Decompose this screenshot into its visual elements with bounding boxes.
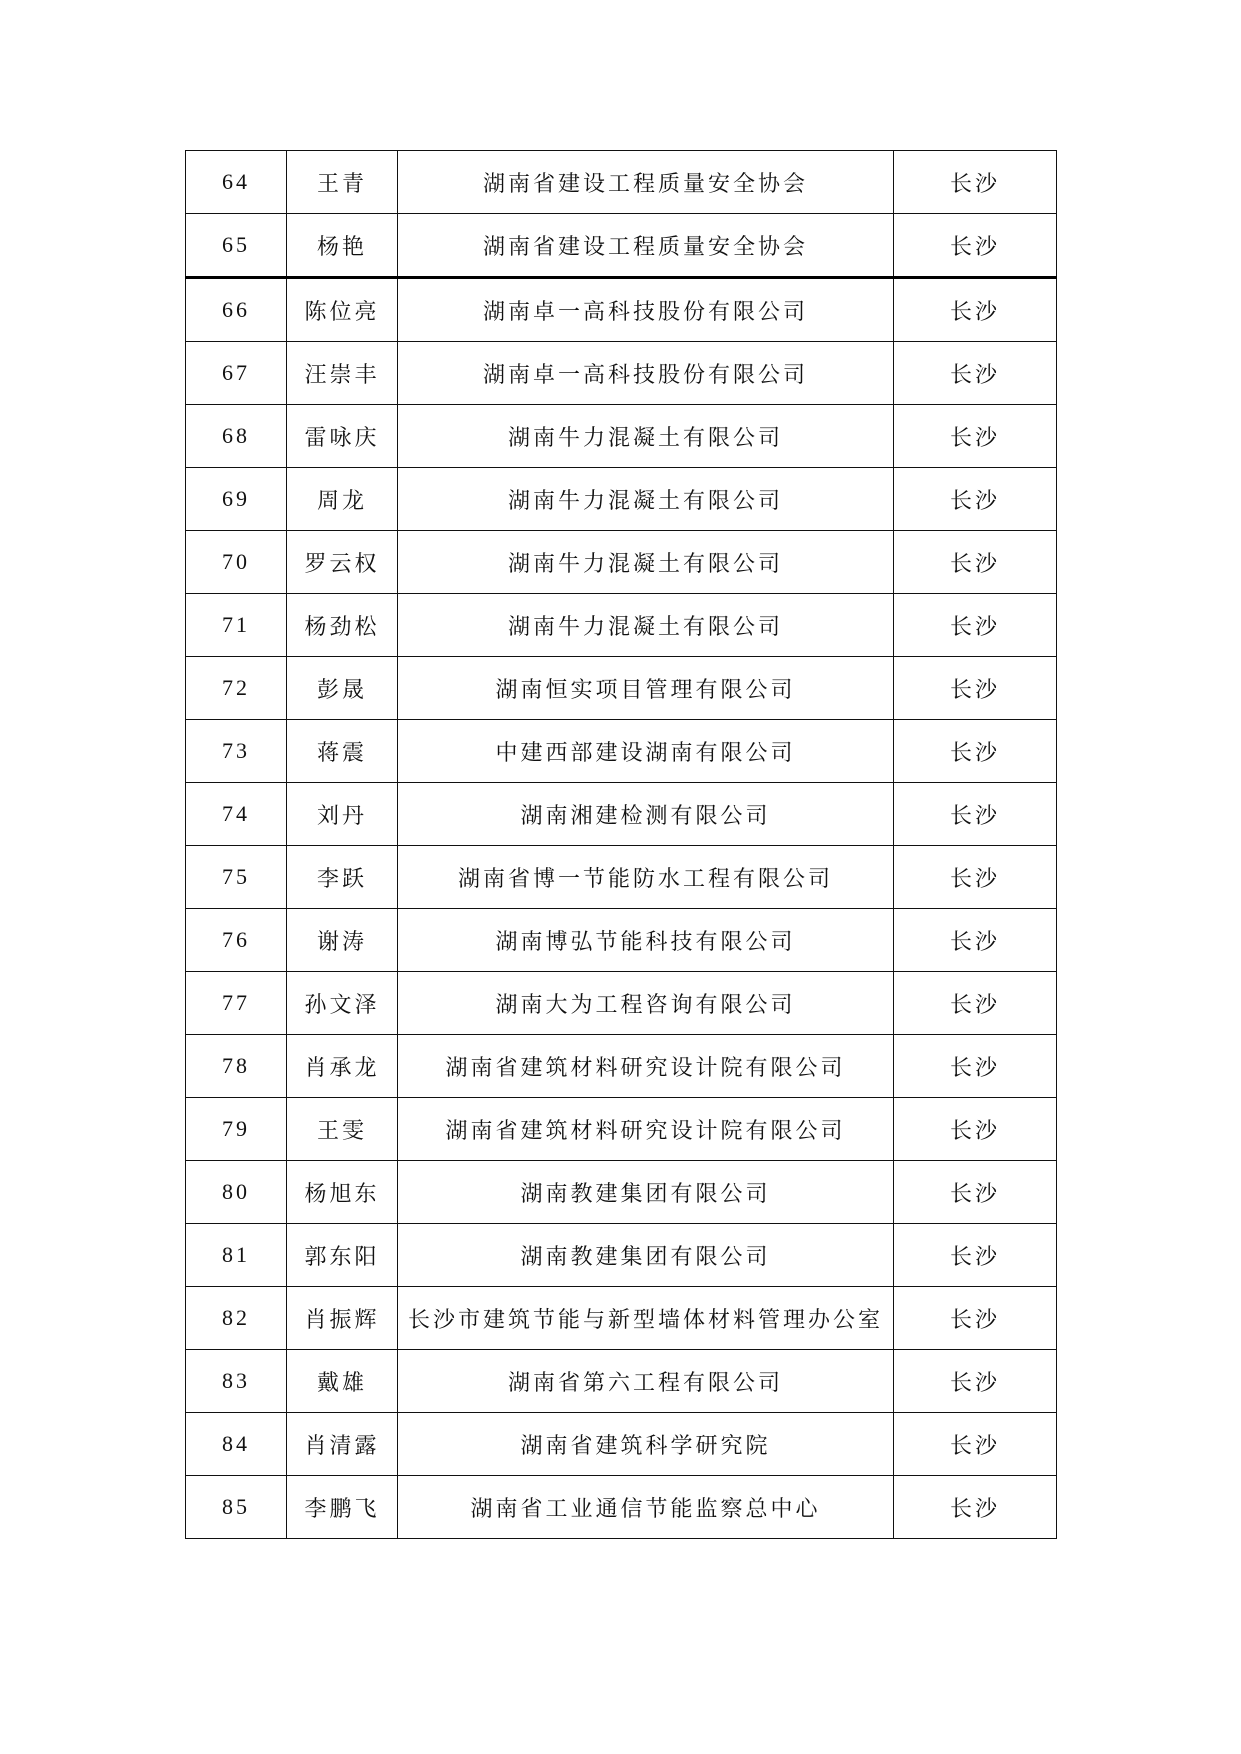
city-cell: 长沙 xyxy=(894,657,1057,720)
row-number-cell: 78 xyxy=(186,1035,287,1098)
row-number-cell: 69 xyxy=(186,468,287,531)
row-number-cell: 70 xyxy=(186,531,287,594)
organization-cell: 湖南教建集团有限公司 xyxy=(398,1161,894,1224)
organization-cell: 湖南湘建检测有限公司 xyxy=(398,783,894,846)
organization-cell: 湖南卓一高科技股份有限公司 xyxy=(398,278,894,342)
table-row xyxy=(186,1161,1057,1224)
row-number-cell: 81 xyxy=(186,1224,287,1287)
row-number-cell: 67 xyxy=(186,342,287,405)
organization-cell: 湖南省博一节能防水工程有限公司 xyxy=(398,846,894,909)
organization-cell: 湖南卓一高科技股份有限公司 xyxy=(398,342,894,405)
roster-table-body xyxy=(186,151,1057,1539)
organization-cell: 湖南省建筑材料研究设计院有限公司 xyxy=(398,1035,894,1098)
table-row xyxy=(186,846,1057,909)
table-row xyxy=(186,657,1057,720)
roster-table xyxy=(185,150,1057,1539)
table-row xyxy=(186,1413,1057,1476)
person-name-cell: 汪崇丰 xyxy=(287,342,398,405)
row-number-cell: 84 xyxy=(186,1413,287,1476)
row-number-cell: 74 xyxy=(186,783,287,846)
person-name-cell: 王青 xyxy=(287,151,398,214)
city-cell: 长沙 xyxy=(894,1476,1057,1539)
city-cell: 长沙 xyxy=(894,1413,1057,1476)
person-name-cell: 罗云权 xyxy=(287,531,398,594)
table-row xyxy=(186,1476,1057,1539)
person-name-cell: 彭晟 xyxy=(287,657,398,720)
organization-cell: 湖南大为工程咨询有限公司 xyxy=(398,972,894,1035)
table-row xyxy=(186,1098,1057,1161)
city-cell: 长沙 xyxy=(894,1035,1057,1098)
person-name-cell: 孙文泽 xyxy=(287,972,398,1035)
organization-cell: 湖南省建筑科学研究院 xyxy=(398,1413,894,1476)
person-name-cell: 刘丹 xyxy=(287,783,398,846)
person-name-cell: 雷咏庆 xyxy=(287,405,398,468)
table-row xyxy=(186,720,1057,783)
row-number-cell: 71 xyxy=(186,594,287,657)
row-number-cell: 73 xyxy=(186,720,287,783)
city-cell: 长沙 xyxy=(894,909,1057,972)
person-name-cell: 郭东阳 xyxy=(287,1224,398,1287)
row-number-cell: 65 xyxy=(186,214,287,278)
city-cell: 长沙 xyxy=(894,468,1057,531)
city-cell: 长沙 xyxy=(894,278,1057,342)
person-name-cell: 肖承龙 xyxy=(287,1035,398,1098)
person-name-cell: 杨艳 xyxy=(287,214,398,278)
city-cell: 长沙 xyxy=(894,1287,1057,1350)
organization-cell: 湖南牛力混凝土有限公司 xyxy=(398,531,894,594)
row-number-cell: 79 xyxy=(186,1098,287,1161)
person-name-cell: 王雯 xyxy=(287,1098,398,1161)
city-cell: 长沙 xyxy=(894,1224,1057,1287)
table-row xyxy=(186,151,1057,214)
table-row xyxy=(186,1035,1057,1098)
organization-cell: 湖南恒实项目管理有限公司 xyxy=(398,657,894,720)
person-name-cell: 肖清露 xyxy=(287,1413,398,1476)
person-name-cell: 杨劲松 xyxy=(287,594,398,657)
city-cell: 长沙 xyxy=(894,531,1057,594)
organization-cell: 长沙市建筑节能与新型墙体材料管理办公室 xyxy=(398,1287,894,1350)
organization-cell: 湖南博弘节能科技有限公司 xyxy=(398,909,894,972)
table-row xyxy=(186,342,1057,405)
table-row xyxy=(186,468,1057,531)
person-name-cell: 李跃 xyxy=(287,846,398,909)
table-row xyxy=(186,531,1057,594)
city-cell: 长沙 xyxy=(894,972,1057,1035)
city-cell: 长沙 xyxy=(894,594,1057,657)
row-number-cell: 76 xyxy=(186,909,287,972)
row-number-cell: 82 xyxy=(186,1287,287,1350)
table-row xyxy=(186,972,1057,1035)
city-cell: 长沙 xyxy=(894,405,1057,468)
city-cell: 长沙 xyxy=(894,214,1057,278)
city-cell: 长沙 xyxy=(894,342,1057,405)
person-name-cell: 戴雄 xyxy=(287,1350,398,1413)
row-number-cell: 75 xyxy=(186,846,287,909)
city-cell: 长沙 xyxy=(894,846,1057,909)
person-name-cell: 周龙 xyxy=(287,468,398,531)
table-row xyxy=(186,1224,1057,1287)
table-row xyxy=(186,405,1057,468)
organization-cell: 中建西部建设湖南有限公司 xyxy=(398,720,894,783)
organization-cell: 湖南牛力混凝土有限公司 xyxy=(398,594,894,657)
person-name-cell: 蒋震 xyxy=(287,720,398,783)
organization-cell: 湖南省第六工程有限公司 xyxy=(398,1350,894,1413)
row-number-cell: 85 xyxy=(186,1476,287,1539)
organization-cell: 湖南教建集团有限公司 xyxy=(398,1224,894,1287)
row-number-cell: 77 xyxy=(186,972,287,1035)
table-row xyxy=(186,909,1057,972)
city-cell: 长沙 xyxy=(894,1098,1057,1161)
city-cell: 长沙 xyxy=(894,1350,1057,1413)
table-row xyxy=(186,278,1057,342)
row-number-cell: 68 xyxy=(186,405,287,468)
organization-cell: 湖南牛力混凝土有限公司 xyxy=(398,405,894,468)
city-cell: 长沙 xyxy=(894,720,1057,783)
organization-cell: 湖南省建设工程质量安全协会 xyxy=(398,214,894,278)
table-row xyxy=(186,214,1057,278)
person-name-cell: 肖振辉 xyxy=(287,1287,398,1350)
table-row xyxy=(186,1350,1057,1413)
organization-cell: 湖南省建筑材料研究设计院有限公司 xyxy=(398,1098,894,1161)
row-number-cell: 72 xyxy=(186,657,287,720)
person-name-cell: 杨旭东 xyxy=(287,1161,398,1224)
city-cell: 长沙 xyxy=(894,1161,1057,1224)
person-name-cell: 谢涛 xyxy=(287,909,398,972)
organization-cell: 湖南省建设工程质量安全协会 xyxy=(398,151,894,214)
row-number-cell: 83 xyxy=(186,1350,287,1413)
person-name-cell: 李鹏飞 xyxy=(287,1476,398,1539)
city-cell: 长沙 xyxy=(894,151,1057,214)
table-row xyxy=(186,1287,1057,1350)
city-cell: 长沙 xyxy=(894,783,1057,846)
row-number-cell: 64 xyxy=(186,151,287,214)
row-number-cell: 80 xyxy=(186,1161,287,1224)
table-row xyxy=(186,783,1057,846)
organization-cell: 湖南牛力混凝土有限公司 xyxy=(398,468,894,531)
person-name-cell: 陈位亮 xyxy=(287,278,398,342)
row-number-cell: 66 xyxy=(186,278,287,342)
organization-cell: 湖南省工业通信节能监察总中心 xyxy=(398,1476,894,1539)
table-row xyxy=(186,594,1057,657)
